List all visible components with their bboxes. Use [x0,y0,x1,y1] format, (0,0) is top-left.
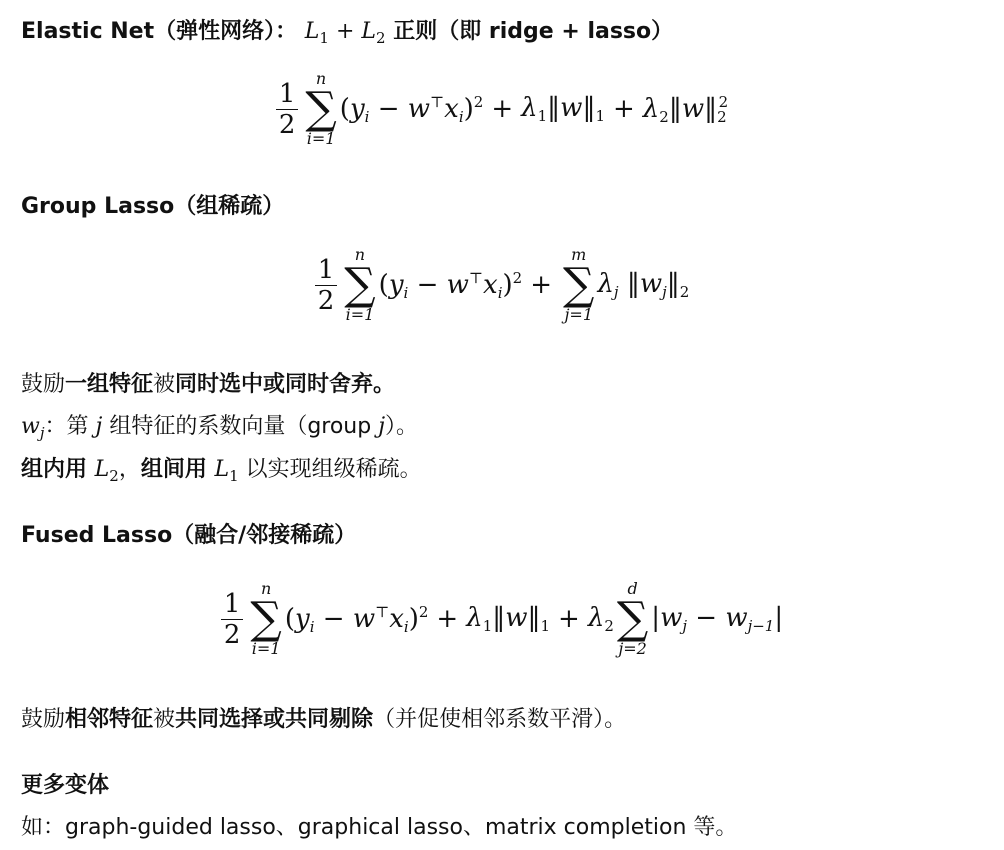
variants-text: 如：graph-guided lasso、graphical lasso、matrix completion 等。 [21,815,738,840]
group-lasso-line-3: 组内用 $L_2$，组间用 $L_1$ 以实现组级稀疏。 [21,457,422,485]
group-lasso-line-2: $w_j$：第 j 组特征的系数向量（group j）。 [21,414,419,442]
fused-lasso-heading: Fused Lasso（融合/邻接稀疏） [21,523,357,548]
group-lasso-formula: $\frac{1}{2}$ n ∑ i=1 (yi − w⊤xi)$^2$ + m ∑ j=1 λj $‖wj‖_2$ [0,246,1004,324]
elastic-net-heading [21,17,673,53]
group-lasso-heading: Group Lasso（组稀疏） [21,194,285,219]
variants-heading: 更多变体 [21,773,110,798]
elastic-net-heading-prefix: Elastic Net（弹性网络）： [21,19,298,44]
elastic-net-heading-suffix: 正则（即 ridge + lasso） [393,19,674,44]
fused-lasso-line: 鼓励相邻特征被共同选择或共同剔除（并促使相邻系数平滑）。 [21,707,627,732]
group-lasso-line-1: 鼓励一组特征被同时选中或同时舍弃。 [21,372,396,397]
l1-plus-l2-math: $L_1 + L_2$ [304,19,386,47]
fused-lasso-formula: $\frac{1}{2}$ n ∑ i=1 (yi − w⊤xi)$^2$ + $\lambda_1‖w‖_1$ + $\lambda_2$ d ∑ j=2 |wj − wj−1| [0,580,1004,658]
elastic-net-formula: $\frac{1}{2}$ n ∑ i=1 (yi − w⊤xi)$^2$ + $\lambda_1‖w‖_1$ + $\lambda_2‖w‖_2^2$ [0,70,1004,148]
